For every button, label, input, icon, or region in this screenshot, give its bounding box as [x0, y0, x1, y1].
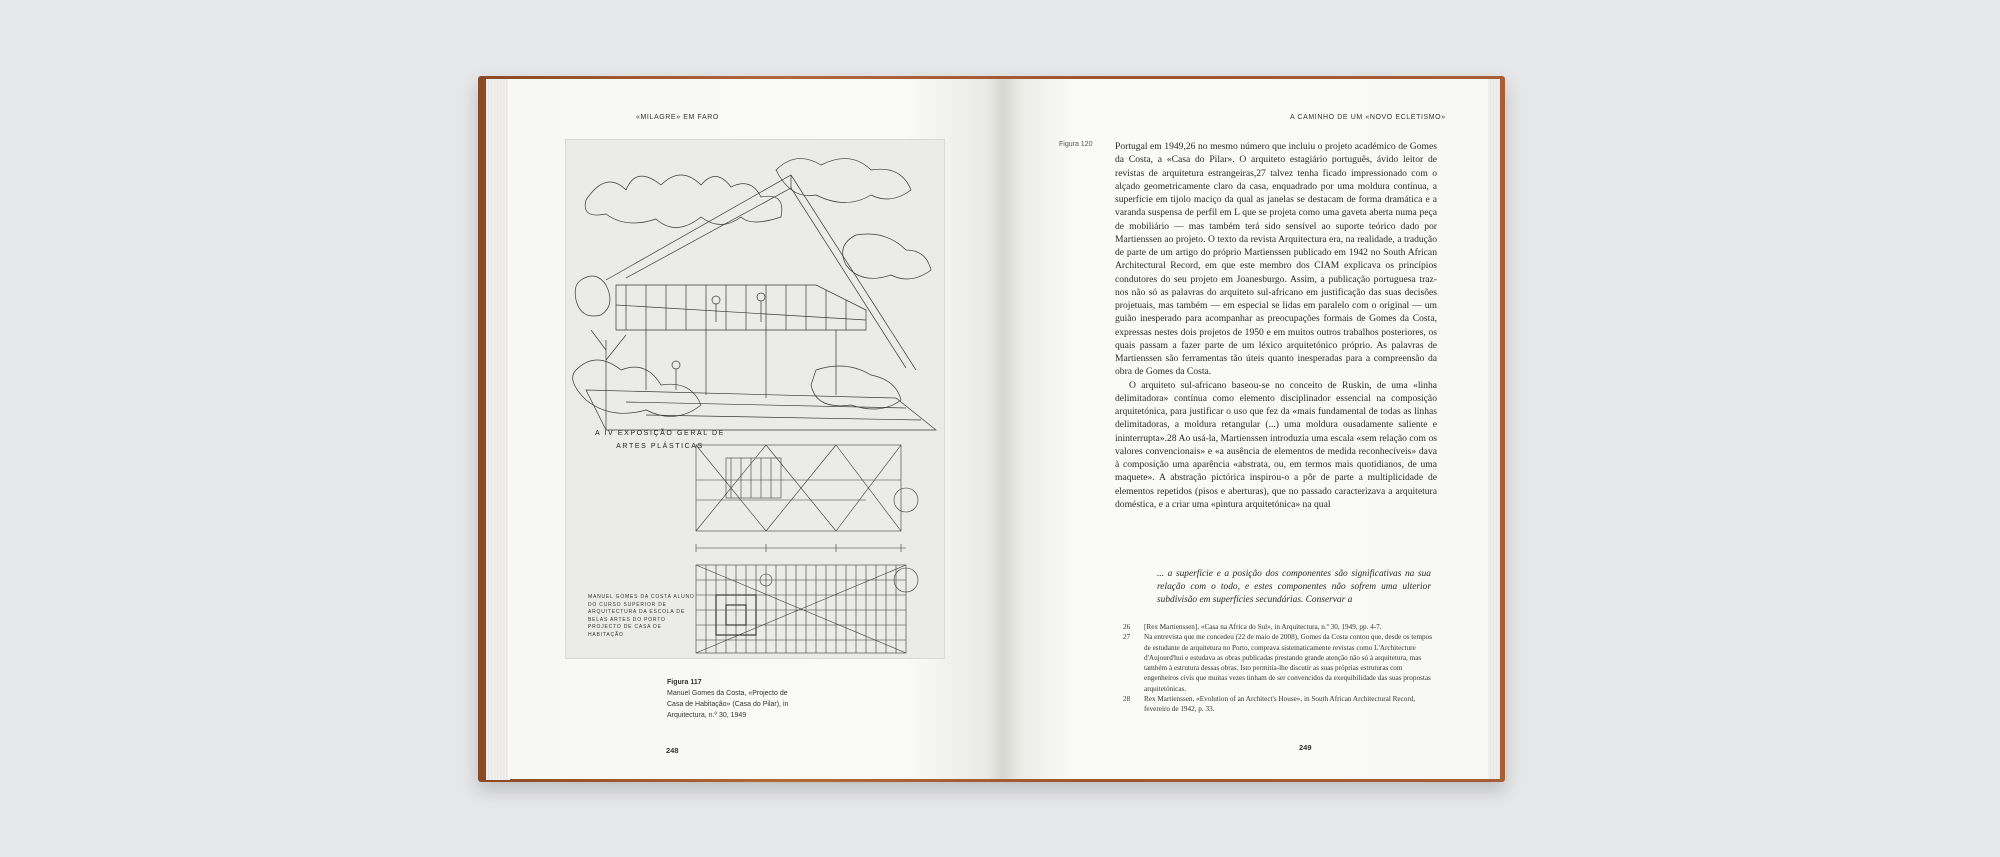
block-quote: ... a superfície e a posição dos componentes são significativas na sua relação com o todo, e estes componentes não sofrem uma ulterior subdivisão em superfícies secundárias. Conservar a: [1157, 569, 1431, 605]
figure-caption: [667, 677, 797, 721]
page-number-left: 248: [666, 746, 679, 755]
page-stack-right: [1486, 79, 1500, 779]
paragraph-1: Portugal em 1949,26 no mesmo número que incluiu o projeto académico de Gomes da Costa, a «Casa do Pilar». O arquiteto estagiário português, ávido leitor de revistas de arquitetura estrangeiras,27 talvez tenha ficado impressionado com o alçado geometricamente claro da casa, enquadrado por uma moldura contínua, a superfície em tijolo maciço da qual as janelas se destacam de forma dramática e a varanda suspensa de perfil em L que se projeta como uma gaveta aberta numa peça de mobiliário — mas também terá sido sensível ao suporte teórico dado por Martienssen ao projeto. O texto da revista Arquitectura era, na realidade, a tradução de parte de um artigo do próprio Martienssen publicado em 1942 no South African Architectural Record, em que este membro dos CIAM explicava os princípios condutores do seu projeto em Joanesburgo. Assim, a publicação portuguesa traz-nos não só as palavras do arquiteto sul-africano em justificação das suas decisões projetuais, mas também — em especial se lidas em paralelo com o original — um guião inesperado para acompanhar as preocupações formais de Gomes da Costa, expressas nestes dois projetos de 1950 e em muitos outros trabalhos posteriores, os quais passam a fazer parte de um léxico arquitetónico próprio. As palavras de Martienssen são ferramentas tão úteis quanto inesperadas para a compreensão da obra de Gomes da Costa.: [1115, 141, 1437, 378]
footnote-text: [Rex Martienssen], «Casa na Africa do Sul», in Arquitectura, n.º 30, 1949, pp. 4-7.: [1144, 623, 1382, 631]
footnote-number: 28: [1123, 695, 1131, 704]
footnotes: [1123, 622, 1433, 715]
footnote: [1123, 622, 1433, 632]
running-head-left: «MILAGRE» EM FARO: [636, 114, 719, 121]
footnote-text: Na entrevista que me concedeu (22 de maio de 2008), Gomes da Costa contou que, desde os tempos de estudante de arquitetura no Porto, comprava sistematicamente revistas como L'Architecture d'Aujourd'hui e estudava as obras publicadas prestando grande atenção não só à arquitetura, mas também à estrutura dessas obras. Isto permitia-lhe discutir as suas próprias estruturas com engenheiros civis que muitas vezes tinham de ser convencidos da exequibilidade das suas propostas arquitetónicas.: [1144, 633, 1433, 693]
caption-text: Manuel Gomes da Costa, «Projecto de Casa de Habitação» (Casa do Pilar), in Arquitectura, n.º 30, 1949: [667, 690, 789, 719]
plate-title: A IV EXPOSIÇÃO GERAL DE ARTES PLÁSTICAS: [595, 430, 725, 450]
caption-figure-number: Figura 117: [667, 679, 702, 686]
page-number-right: 249: [1299, 743, 1312, 752]
plate-credit: MANUEL GOMES DA COSTA ALUNO DO CURSO SUPERIOR DE ARQUITECTURA DA ESCOLA DE BELAS ARTES DO PORTO PROJECTO DE CASA DE HABITAÇÃO: [588, 594, 695, 638]
footnote-number: 27: [1123, 633, 1131, 642]
page-stack-left: [486, 79, 510, 780]
right-page: [1003, 79, 1488, 779]
footnote-number: 26: [1123, 623, 1131, 631]
side-figure-label: Figura 120: [1059, 141, 1093, 148]
footnote: [1123, 632, 1433, 694]
running-head-right: A CAMINHO DE UM «NOVO ECLETISMO»: [1290, 114, 1446, 121]
footnote-text: Rex Martienssen, «Evolution of an Architect's House», in South African Architectural Record, fevereiro de 1942, p. 33.: [1144, 695, 1416, 714]
footnote: [1123, 694, 1433, 715]
left-page: [508, 79, 1003, 779]
architectural-drawing-plate: [565, 139, 945, 659]
paragraph-2: O arquiteto sul-africano baseou-se no conceito de Ruskin, de uma «linha delimitadora» contínua como elemento disciplinador essencial na composição arquitetónica, para justificar o uso que fez da «mais fundamental de todas as linhas delimitadoras, a moldura retangular (...) uma moldura ousadamente saliente e ininterrupta».28 Ao usá-la, Martienssen introduzia uma escala «sem relação com os valores convencionais» e «a ausência de elementos de medida reconhecíveis» dava à composição uma aparência «abstrata, ou, em termos mais quotidianos, de uma maquete». A abstração pictórica inspirou-o a pôr de parte a multiplicidade de elementos repetidos (pisos e aberturas), que no passado caracterizava a arquitetura doméstica, e a criar uma «pintura arquitetónica» na qual: [1115, 379, 1437, 510]
drawing-illustration: [566, 140, 946, 660]
body-text: [1115, 140, 1437, 511]
